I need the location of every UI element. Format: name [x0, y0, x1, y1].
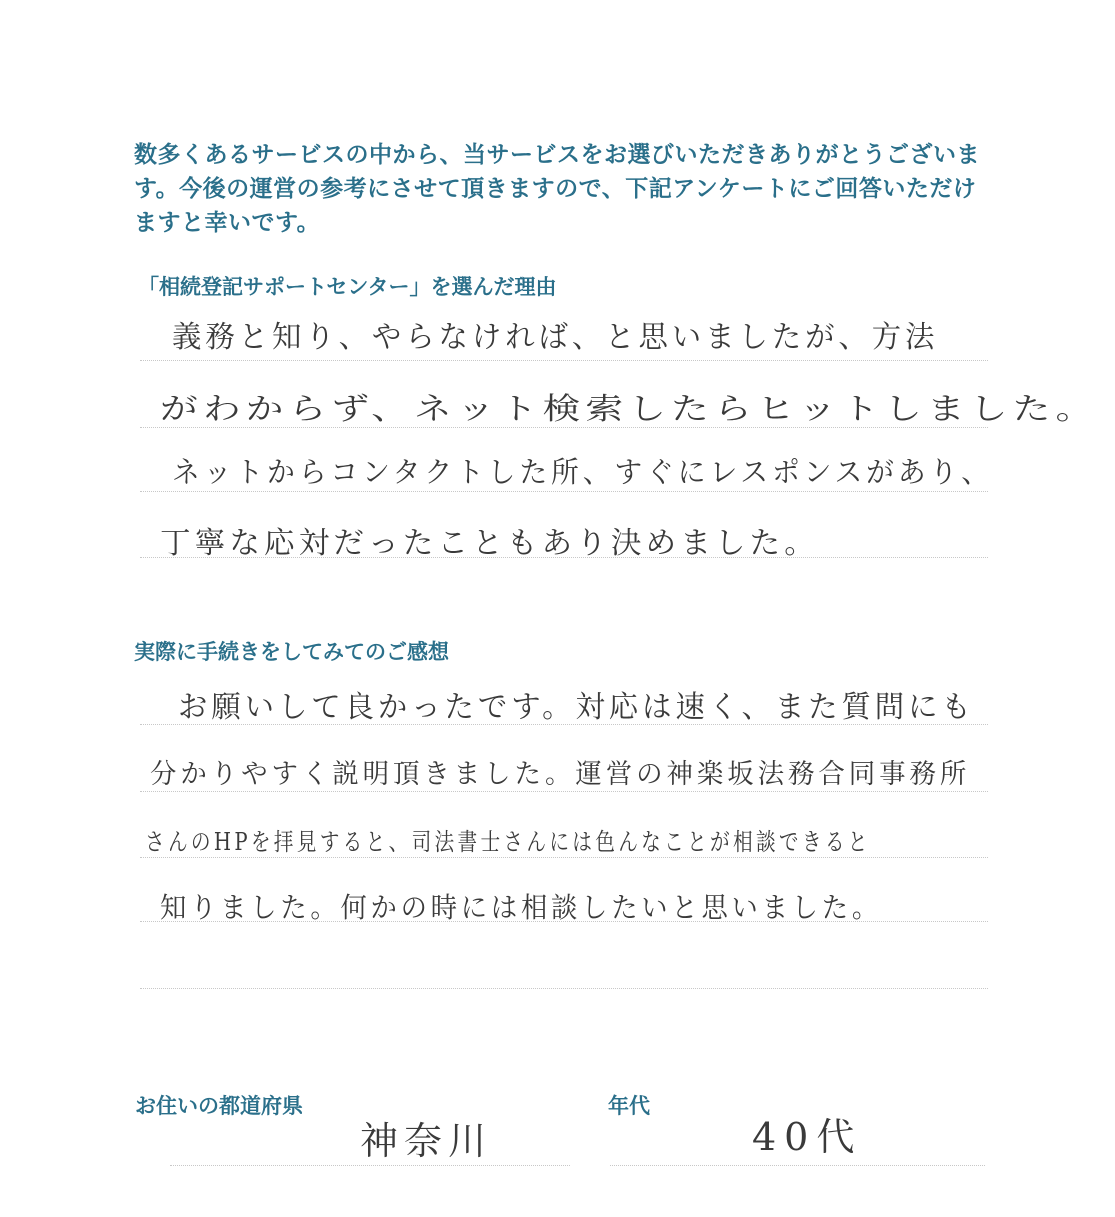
- impression-line-2: 分かりやすく説明頂きました。運営の神楽坂法務合同事務所: [150, 759, 971, 790]
- prefecture-rule: [170, 1165, 570, 1166]
- reason-line-4: 丁寧な応対だったこともあり決めました。: [160, 526, 819, 561]
- intro-text: 数多くあるサービスの中から、当サービスをお選びいただきありがとうございます。今後の運営の参考にさせて頂きますので、下記アンケートにご回答いただけますと幸いです。: [134, 142, 980, 236]
- impression-line-3: さんのHPを拝見すると、司法書士さんには色んなことが相談できると: [145, 828, 871, 856]
- impression-rule-4: [140, 921, 988, 922]
- impression-line-4: 知りました。何かの時には相談したいと思いました。: [160, 891, 882, 924]
- impression-rule-3: [140, 857, 988, 858]
- age-rule: [610, 1165, 985, 1166]
- reason-line-2: がわからず、ネット検索したらヒットしました。: [160, 392, 1099, 427]
- prefecture-label: お住いの都道府県: [135, 1094, 303, 1118]
- reason-heading: 「相続登記サポートセンター」を選んだ理由: [138, 275, 557, 299]
- age-label: 年代: [608, 1094, 650, 1118]
- impression-heading: 実際に手続きをしてみてのご感想: [134, 640, 449, 664]
- reason-line-1: 義務と知り、やらなければ、と思いましたが、方法: [172, 320, 939, 355]
- reason-rule-2: [140, 427, 988, 428]
- impression-rule-2: [140, 791, 988, 792]
- prefecture-value: 神奈川: [360, 1119, 493, 1163]
- impression-rule-1: [140, 724, 988, 725]
- impression-line-1: お願いして良かったです。対応は速く、また質問にも: [178, 690, 975, 725]
- age-value: 40代: [752, 1115, 863, 1159]
- impression-rule-5: [140, 988, 988, 989]
- reason-rule-1: [140, 360, 988, 361]
- reason-rule-3: [140, 491, 988, 492]
- reason-rule-4: [140, 557, 988, 558]
- reason-line-3: ネットからコンタクトした所、すぐにレスポンスがあり、: [172, 455, 993, 489]
